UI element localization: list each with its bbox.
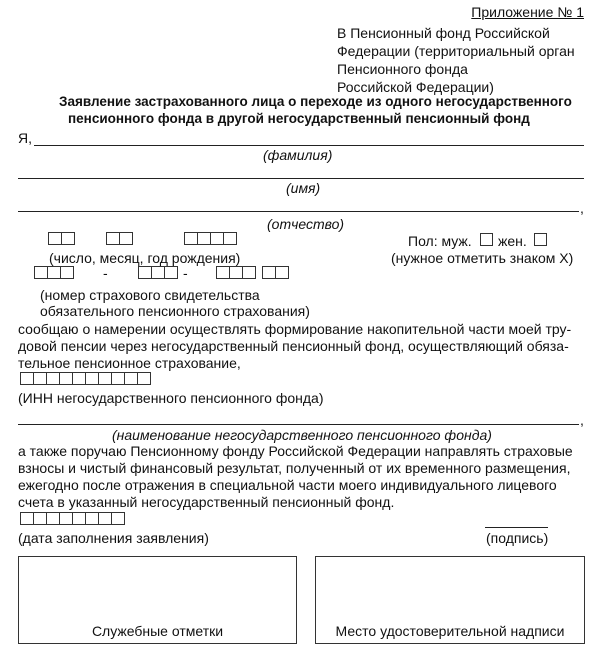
- input-cell[interactable]: [72, 372, 86, 385]
- addressee-block: [337, 24, 575, 96]
- input-cell[interactable]: [124, 372, 138, 385]
- input-cell[interactable]: [46, 372, 60, 385]
- input-cell[interactable]: [275, 266, 289, 279]
- input-cell[interactable]: [85, 512, 99, 525]
- line-end-comma: ,: [580, 200, 584, 216]
- surname-line[interactable]: [34, 145, 584, 146]
- addressee-line: Пенсионного фонда: [337, 61, 468, 77]
- inn-cells[interactable]: [20, 372, 150, 386]
- statement-line: сообщаю о намерении осуществлять формирование накопительной части моей тру-: [18, 321, 572, 337]
- appendix-label: Приложение № 1: [471, 4, 584, 20]
- input-cell[interactable]: [20, 512, 34, 525]
- statement-line: довой пенсии через негосударственный пенсионный фонд, осуществляющий обяза-: [18, 338, 569, 354]
- document-title-line: пенсионного фонда в другой негосударственный пенсионный фонд: [68, 111, 530, 126]
- input-cell[interactable]: [138, 266, 152, 279]
- date-caption: (дата заполнения заявления): [18, 530, 209, 546]
- input-cell[interactable]: [242, 266, 256, 279]
- gender-female-label: жен.: [498, 233, 527, 249]
- statement-line: тельное пенсионное страхование,: [18, 355, 241, 371]
- input-cell[interactable]: [72, 512, 86, 525]
- input-cell[interactable]: [33, 372, 47, 385]
- input-cell[interactable]: [47, 266, 61, 279]
- instruction-line: ежегодно после отражения в специальной части моего индивидуального лицевого: [18, 477, 557, 493]
- input-cell[interactable]: [59, 512, 73, 525]
- input-cell[interactable]: [111, 512, 125, 525]
- i-prefix: Я,: [18, 130, 32, 146]
- gender-male-label: Пол: муж.: [408, 233, 472, 249]
- fund-name-caption: (наименование негосударственного пенсионного фонда): [112, 427, 492, 443]
- certification-place-box: [315, 556, 585, 644]
- snils-caption-line: (номер страхового свидетельства: [40, 287, 260, 303]
- input-cell[interactable]: [34, 266, 48, 279]
- snils-cells-group-4[interactable]: [262, 266, 288, 280]
- addressee-line: В Пенсионный фонд Российской: [337, 25, 550, 41]
- input-cell[interactable]: [33, 512, 47, 525]
- snils-dash: -: [103, 265, 108, 281]
- birth-day-cells[interactable]: [48, 232, 74, 246]
- instruction-line: взносы и чистый финансовый результат, полученный от их временного размещения,: [18, 460, 571, 476]
- name-caption: (имя): [286, 180, 321, 196]
- input-cell[interactable]: [106, 232, 120, 245]
- gender-female-checkbox[interactable]: [534, 233, 547, 246]
- line-end-comma: ,: [580, 412, 584, 428]
- addressee-line: Российской Федерации): [337, 79, 494, 95]
- input-cell[interactable]: [20, 372, 34, 385]
- inn-caption: (ИНН негосударственного пенсионного фонда): [18, 390, 324, 406]
- snils-cells-group-2[interactable]: [138, 266, 177, 280]
- input-cell[interactable]: [262, 266, 276, 279]
- input-cell[interactable]: [59, 372, 73, 385]
- gender-hint: (нужное отметить знаком X): [391, 250, 574, 266]
- surname-caption: (фамилия): [263, 147, 333, 163]
- input-cell[interactable]: [223, 232, 237, 245]
- snils-caption: [40, 287, 310, 319]
- input-cell[interactable]: [184, 232, 198, 245]
- input-cell[interactable]: [137, 372, 151, 385]
- snils-cells-group-3[interactable]: [216, 266, 255, 280]
- input-cell[interactable]: [197, 232, 211, 245]
- input-cell[interactable]: [85, 372, 99, 385]
- instruction-line: а также поручаю Пенсионному фонду Российской Федерации направлять страховые: [18, 443, 573, 459]
- gender-male-checkbox[interactable]: [480, 233, 493, 246]
- input-cell[interactable]: [98, 512, 112, 525]
- instruction-paragraph: [18, 443, 573, 511]
- snils-dash: -: [183, 265, 188, 281]
- document-title-line: Заявление застрахованного лица о переходе из одного негосударственного: [59, 94, 572, 109]
- service-marks-label: Служебные отметки: [91, 623, 224, 639]
- date-cells[interactable]: [20, 512, 124, 526]
- birthdate-caption: (число, месяц, год рождения): [49, 250, 241, 266]
- patronymic-line[interactable]: [18, 211, 579, 212]
- signature-line[interactable]: [485, 527, 548, 528]
- input-cell[interactable]: [164, 266, 178, 279]
- birth-year-cells[interactable]: [184, 232, 236, 246]
- input-cell[interactable]: [61, 232, 75, 245]
- input-cell[interactable]: [111, 372, 125, 385]
- input-cell[interactable]: [98, 372, 112, 385]
- input-cell[interactable]: [216, 266, 230, 279]
- patronymic-caption: (отчество): [267, 216, 345, 232]
- name-line[interactable]: [18, 178, 584, 179]
- input-cell[interactable]: [210, 232, 224, 245]
- input-cell[interactable]: [46, 512, 60, 525]
- input-cell[interactable]: [119, 232, 133, 245]
- input-cell[interactable]: [229, 266, 243, 279]
- addressee-line: Федерации (территориальный орган: [337, 43, 575, 59]
- instruction-line: счета в указанный негосударственный пенсионный фонд.: [18, 494, 395, 510]
- input-cell[interactable]: [151, 266, 165, 279]
- statement-paragraph: [18, 321, 571, 372]
- signature-caption: (подпись): [486, 530, 549, 546]
- input-cell[interactable]: [60, 266, 74, 279]
- snils-cells-group-1[interactable]: [34, 266, 73, 280]
- service-marks-box: [18, 556, 297, 644]
- fund-name-line[interactable]: [18, 424, 579, 425]
- certification-place-label: Место удостоверительной надписи: [335, 623, 565, 639]
- snils-caption-line: обязательного пенсионного страхования): [40, 303, 310, 319]
- input-cell[interactable]: [48, 232, 62, 245]
- birth-month-cells[interactable]: [106, 232, 132, 246]
